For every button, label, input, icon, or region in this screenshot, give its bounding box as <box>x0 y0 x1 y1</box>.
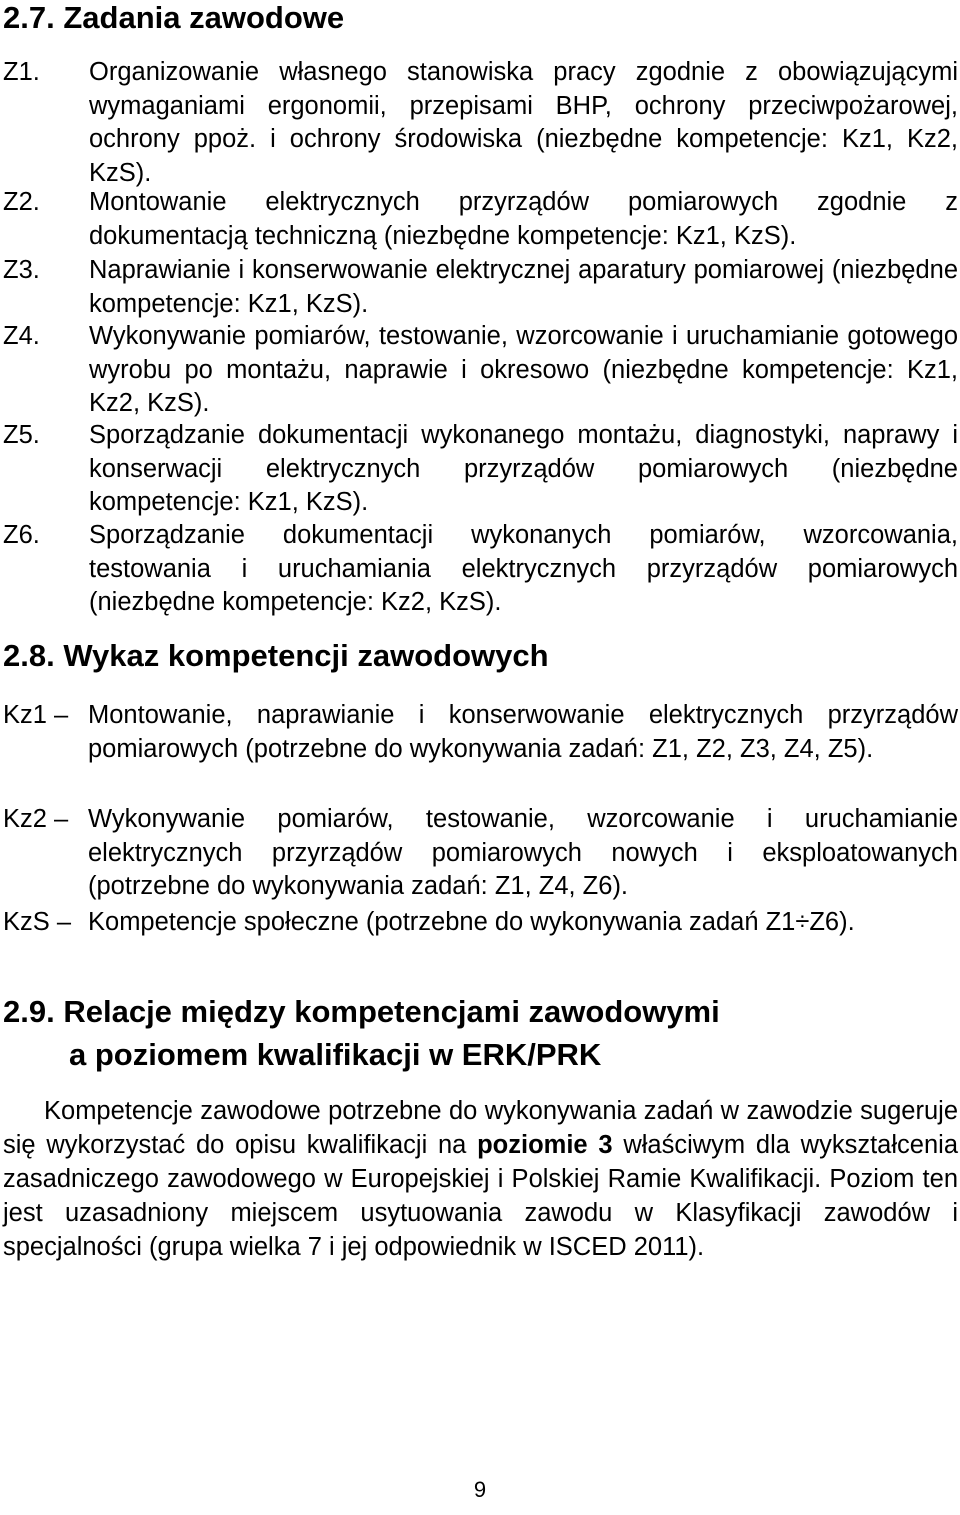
task-item-z3 <box>3 254 958 321</box>
section-number: 2.8. <box>3 638 55 673</box>
competence-text: Montowanie, naprawianie i konserwowanie elektrycznych przyrządów pomiarowych (potrzebne do wykonywania zadań: Z1, Z2, Z3, Z4, Z5). <box>88 701 958 763</box>
task-item-z5 <box>3 419 958 520</box>
paragraph-text-continued: właściwym dla wykształcenia zasadniczego zawodowego w Europejskiej i Polskiej Ramie Kwalifikacji. Poziom ten jest uzasadniony miejscem usytuowania zawodu w Klasyfikacji zawodów i specjalności (grupa wielka 7 i jej odpowiednik w ISCED 2011). <box>3 1131 958 1261</box>
task-text: Sporządzanie dokumentacji wykonanych pomiarów, wzorcowania, testowania i uruchamiania elektrycznych przyrządów pomiarowych (niezbędne kompetencje: Kz2, KzS). <box>89 521 958 617</box>
paragraph-text: Kompetencje zawodowe potrzebne do wykonywania zadań w zawodzie sugeruje się wykorzystać do opisu kwalifikacji na <box>3 1097 958 1159</box>
task-label: Z3. <box>3 256 40 284</box>
task-item-z2 <box>3 186 958 253</box>
paragraph-bold-text: poziomie 3 <box>477 1131 613 1159</box>
task-label: Z5. <box>3 421 40 449</box>
task-item-z1 <box>3 56 958 190</box>
task-item-z6 <box>3 519 958 620</box>
competence-item-kz1 <box>3 699 958 766</box>
section-heading-2-7 <box>3 0 344 38</box>
section-number: 2.7. <box>3 0 55 35</box>
section-title: Relacje między kompetencjami zawodowymi <box>63 994 720 1029</box>
task-text: Montowanie elektrycznych przyrządów pomiarowych zgodnie z dokumentacją techniczną (niezbędne kompetencje: Kz1, KzS). <box>89 188 958 250</box>
section-heading-2-9 <box>3 992 720 1032</box>
task-label: Z4. <box>3 322 40 350</box>
competence-item-kzs <box>3 906 958 940</box>
task-label: Z1. <box>3 58 40 86</box>
competence-label: Kz2 – <box>3 805 69 833</box>
competence-label: KzS – <box>3 908 72 936</box>
task-text: Naprawianie i konserwowanie elektrycznej aparatury pomiarowej (niezbędne kompetencje: Kz1, KzS). <box>89 256 958 318</box>
body-paragraph <box>3 1094 958 1264</box>
task-text: Wykonywanie pomiarów, testowanie, wzorcowanie i uruchamianie gotowego wyrobu po montażu, naprawie i okresowo (niezbędne kompetencje: Kz1, Kz2, KzS). <box>89 322 958 418</box>
competence-label: Kz1 – <box>3 701 69 729</box>
competence-item-kz2 <box>3 803 958 904</box>
task-text: Organizowanie własnego stanowiska pracy zgodnie z obowiązującymi wymaganiami ergonomii, przepisami BHP, ochrony przeciwpożarowej, ochrony ppoż. i ochrony środowiska (niezbędne kompetencje: Kz1, Kz2, KzS). <box>89 58 958 187</box>
page-number: 9 <box>473 1477 487 1502</box>
task-item-z4 <box>3 320 958 421</box>
section-number: 2.9. <box>3 994 55 1029</box>
section-title: Zadania zawodowe <box>63 0 345 35</box>
section-title-continued: a poziomem kwalifikacji w ERK/PRK <box>69 1037 602 1072</box>
task-text: Sporządzanie dokumentacji wykonanego montażu, diagnostyki, naprawy i konserwacji elektrycznych przyrządów pomiarowych (niezbędne kompetencje: Kz1, KzS). <box>89 421 958 517</box>
section-heading-2-8 <box>3 636 549 676</box>
task-label: Z2. <box>3 188 40 216</box>
section-title: Wykaz kompetencji zawodowych <box>63 638 549 673</box>
competence-text: Kompetencje społeczne (potrzebne do wykonywania zadań Z1÷Z6). <box>88 908 855 936</box>
competence-text: Wykonywanie pomiarów, testowanie, wzorcowanie i uruchamianie elektrycznych przyrządów pomiarowych nowych i eksploatowanych (potrzebne do wykonywania zadań: Z1, Z4, Z6). <box>88 805 958 901</box>
section-heading-2-9-line2 <box>69 1035 601 1075</box>
task-label: Z6. <box>3 521 40 549</box>
